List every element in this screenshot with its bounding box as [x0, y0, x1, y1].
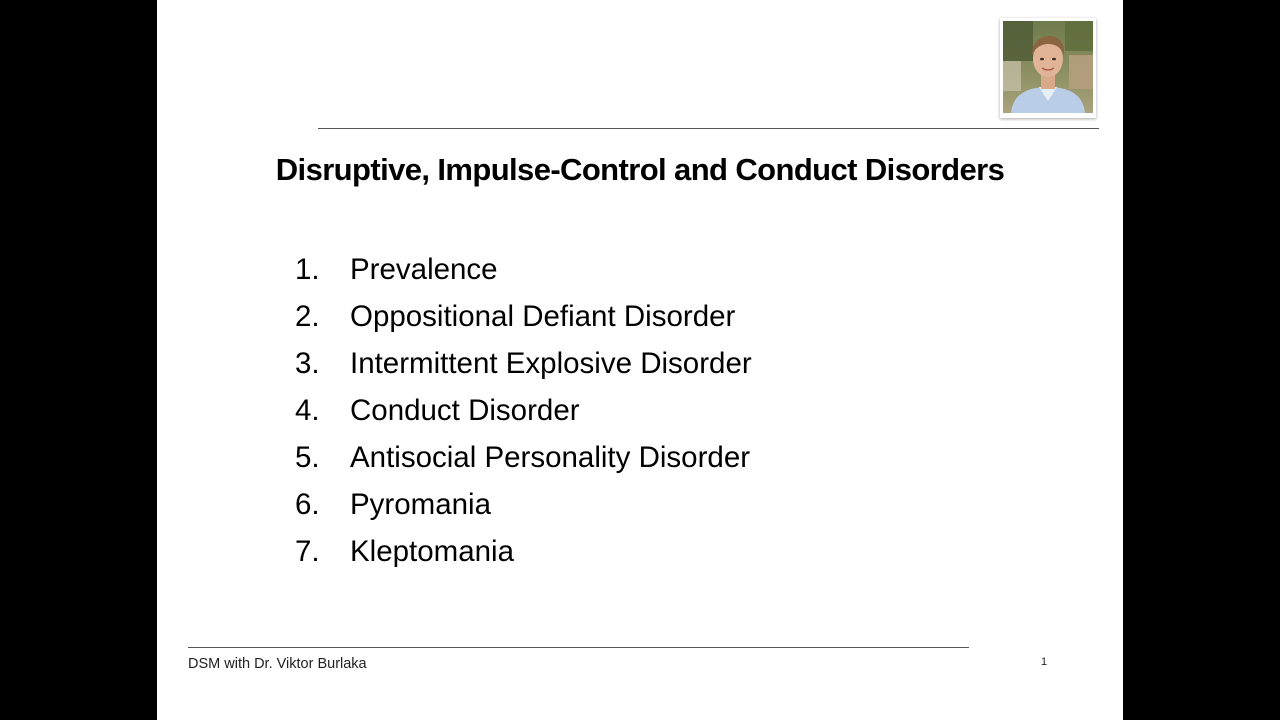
- slide: [157, 0, 1123, 720]
- presenter-photo-image: [1003, 21, 1093, 113]
- agenda-item-number: 5.: [295, 441, 320, 474]
- agenda-item-label: Pyromania: [350, 488, 492, 521]
- agenda-item: [295, 532, 752, 579]
- agenda-item-number: 4.: [295, 394, 320, 427]
- agenda-item-number: 1.: [295, 253, 320, 286]
- agenda-item-label: Conduct Disorder: [350, 394, 580, 427]
- agenda-item-number: 3.: [295, 347, 320, 380]
- agenda-item-label: Prevalence: [350, 253, 498, 286]
- agenda-item-label: Oppositional Defiant Disorder: [350, 300, 736, 333]
- header-rule: [318, 128, 1099, 129]
- agenda-item: [295, 344, 752, 391]
- footer-rule: [188, 647, 969, 648]
- agenda-item-number: 2.: [295, 300, 320, 333]
- page-number: 1: [1041, 656, 1048, 668]
- agenda-item-label: Kleptomania: [350, 535, 514, 568]
- agenda-item: [295, 297, 752, 344]
- agenda-item: [295, 438, 752, 485]
- slide-title: Disruptive, Impulse-Control and Conduct Disorders: [275, 152, 1005, 187]
- agenda-item-label: Antisocial Personality Disorder: [350, 441, 751, 474]
- agenda-item: [295, 391, 752, 438]
- agenda-item: [295, 250, 752, 297]
- agenda-item-number: 6.: [295, 488, 320, 521]
- agenda-item: [295, 485, 752, 532]
- agenda-list: [295, 250, 752, 579]
- footer-author: DSM with Dr. Viktor Burlaka: [188, 656, 367, 672]
- agenda-item-number: 7.: [295, 535, 320, 568]
- agenda-item-label: Intermittent Explosive Disorder: [350, 347, 752, 380]
- presenter-photo: [1000, 18, 1096, 118]
